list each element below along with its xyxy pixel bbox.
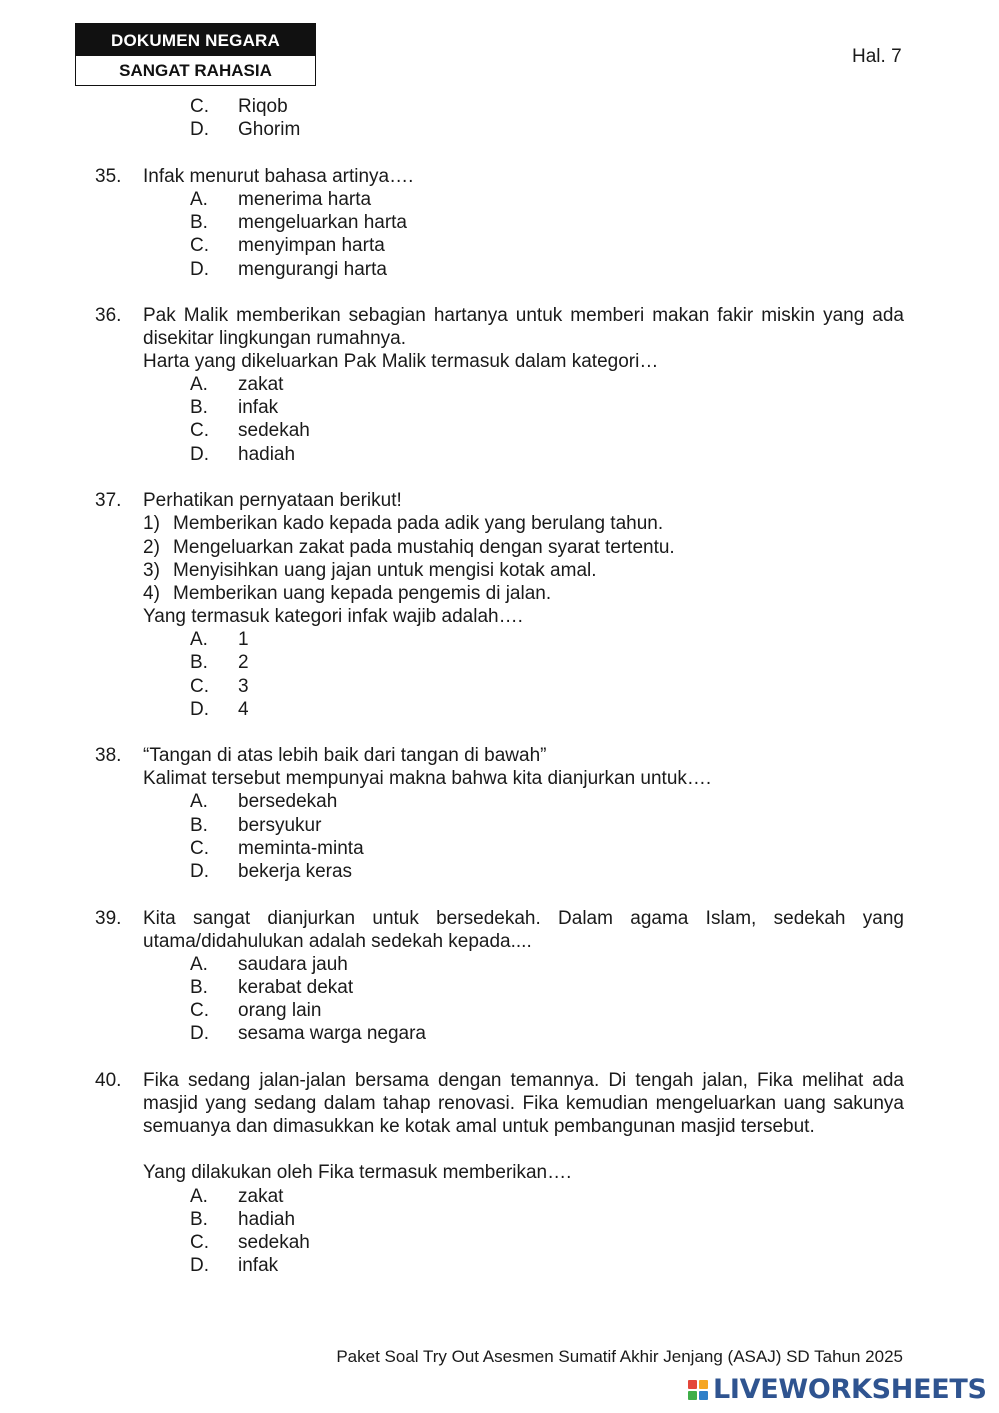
option-text: kerabat dekat [238,977,354,998]
option-text: Riqob [238,96,288,117]
option-letter: D. [190,699,209,720]
footer-text: Paket Soal Try Out Asesmen Sumatif Akhir Jenjang (ASAJ) SD Tahun 2025 [336,1347,903,1366]
question-number: 38. [95,745,122,766]
option-text: bersyukur [238,815,322,836]
option-letter: A. [190,629,208,650]
question-number: 35. [95,166,122,187]
option-letter: A. [190,791,208,812]
option-text: infak [238,397,279,418]
question-stem: Perhatikan pernyataan berikut! [143,490,402,511]
logo-square [699,1380,708,1389]
option-letter: A. [190,374,208,395]
option-text: Ghorim [238,119,301,140]
stamp-dokumen-negara: DOKUMEN NEGARA [76,24,315,56]
option-letter: C. [190,676,209,697]
statement-text: Memberikan kado kepada pada adik yang berulang tahun. [173,513,664,534]
option-text: 2 [238,652,249,673]
logo-square [699,1391,708,1400]
statement-number: 1) [143,513,160,534]
option-text: zakat [238,374,284,395]
stamp-sangat-rahasia: SANGAT RAHASIA [119,61,272,80]
liveworksheets-logo-icon [688,1380,708,1400]
option-text: sedekah [238,1232,310,1253]
statement-number: 4) [143,583,160,604]
option-text: mengeluarkan harta [238,212,407,233]
question-prompt: Harta yang dikeluarkan Pak Malik termasuk dalam kategori… [143,351,659,372]
option-text: orang lain [238,1000,322,1021]
option-text: sesama warga negara [238,1023,426,1044]
option-letter: D. [190,1023,209,1044]
option-letter: C. [190,96,209,117]
option-text: infak [238,1255,279,1276]
option-letter: D. [190,119,209,140]
statement-text: Mengeluarkan zakat pada mustahiq dengan syarat tertentu. [173,537,675,558]
question-prompt: Kalimat tersebut mempunyai makna bahwa kita dianjurkan untuk…. [143,768,712,789]
option-text: mengurangi harta [238,259,387,280]
option-letter: B. [190,652,208,673]
option-letter: C. [190,1000,209,1021]
question-stem: Infak menurut bahasa artinya…. [143,166,414,187]
option-letter: A. [190,1186,208,1207]
option-text: menyimpan harta [238,235,385,256]
question-number: 39. [95,908,122,929]
option-letter: B. [190,397,208,418]
option-letter: B. [190,977,208,998]
option-letter: C. [190,838,209,859]
option-text: meminta-minta [238,838,364,859]
statement-text: Memberikan uang kepada pengemis di jalan. [173,583,552,604]
question-prompt: Yang dilakukan oleh Fika termasuk memberikan…. [143,1162,572,1183]
question-number: 37. [95,490,122,511]
option-letter: B. [190,815,208,836]
statement-text: Menyisihkan uang jajan untuk mengisi kotak amal. [173,560,597,581]
option-letter: D. [190,444,209,465]
question-number: 40. [95,1070,122,1091]
statement-number: 2) [143,537,160,558]
option-text: hadiah [238,1209,296,1230]
document-classification-stamp [75,23,316,86]
option-letter: B. [190,212,208,233]
option-letter: D. [190,1255,209,1276]
logo-square [688,1391,697,1400]
question-stem: Pak Malik memberikan sebagian hartanya untuk memberi makan fakir miskin yang ada disekitar lingkungan rumahnya. [143,305,904,350]
statement-number: 3) [143,560,160,581]
option-text: menerima harta [238,189,372,210]
option-text: saudara jauh [238,954,348,975]
liveworksheets-watermark [688,1376,987,1404]
option-text: bersedekah [238,791,338,812]
option-letter: C. [190,420,209,441]
question-stem: Kita sangat dianjurkan untuk bersedekah. Dalam agama Islam, sedekah yang utama/didahulukan adalah sedekah kepada.... [143,908,904,953]
option-text: hadiah [238,444,296,465]
option-text: bekerja keras [238,861,353,882]
question-prompt: Yang termasuk kategori infak wajib adalah…. [143,606,523,627]
option-text: 4 [238,699,249,720]
question-stem: “Tangan di atas lebih baik dari tangan di bawah” [143,745,547,766]
option-letter: D. [190,259,209,280]
question-stem: Fika sedang jalan-jalan bersama dengan temannya. Di tengah jalan, Fika melihat ada masjid yang sedang dalam tahap renovasi. Fika kemudian mengeluarkan uang sakunya semuanya dan dimasukkan ke kotak amal untuk pembangunan masjid tersebut. [143,1070,904,1138]
option-text: 1 [238,629,249,650]
question-number: 36. [95,305,122,326]
liveworksheets-wordmark: LIVEWORKSHEETS [713,1374,987,1405]
page-number: Hal. 7 [852,46,902,67]
option-letter: B. [190,1209,208,1230]
option-text: zakat [238,1186,284,1207]
option-letter: C. [190,235,209,256]
option-text: sedekah [238,420,310,441]
option-text: 3 [238,676,249,697]
option-letter: A. [190,189,208,210]
option-letter: D. [190,861,209,882]
option-letter: C. [190,1232,209,1253]
option-letter: A. [190,954,208,975]
logo-square [688,1380,697,1389]
